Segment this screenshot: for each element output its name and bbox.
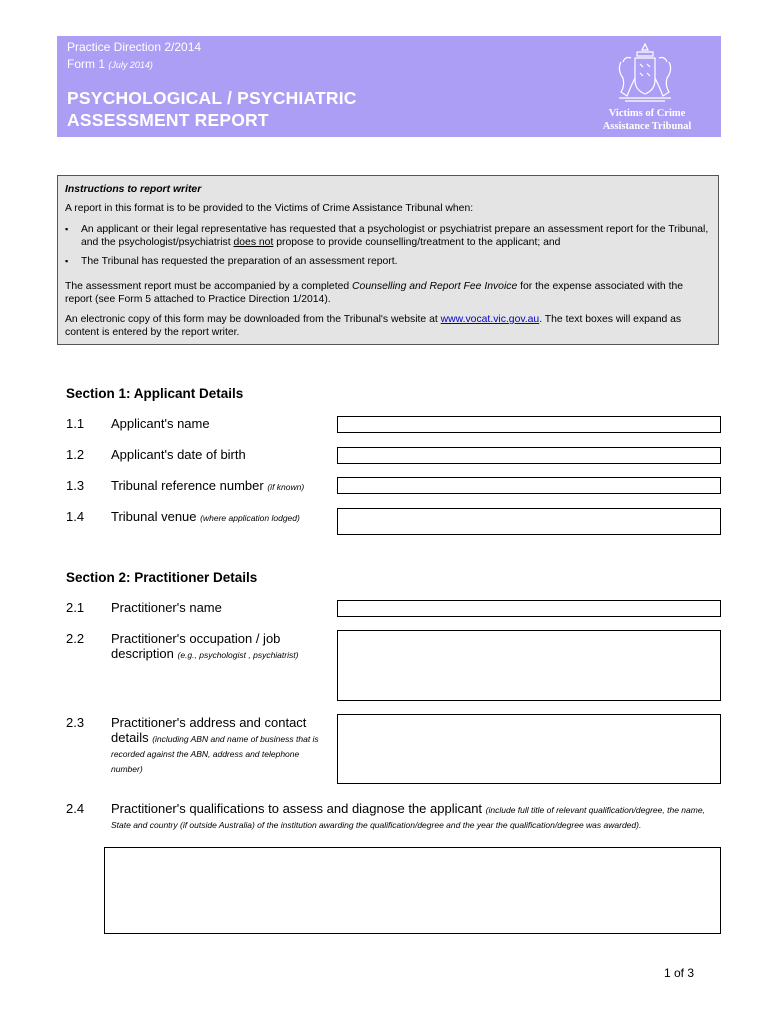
item-number: 1.1 [66, 416, 85, 431]
section2-title: Section 2: Practitioner Details [66, 570, 258, 585]
applicant-name-input[interactable] [337, 416, 721, 433]
practice-direction: Practice Direction 2/2014 [67, 40, 202, 54]
bullet-icon: ▪ [65, 224, 69, 234]
item-number: 2.3 [66, 715, 85, 730]
bullet-text-part: propose to provide counselling/treatment to the applicant; and [273, 237, 561, 248]
label-note: (e.g., psychologist , psychiatrist) [177, 650, 299, 660]
practitioner-qualifications-label [111, 801, 711, 831]
paragraph-text: The assessment report must be accompanied by a completed [65, 281, 353, 292]
label-text: Tribunal venue [111, 509, 197, 524]
instructions-title: Instructions to report writer [65, 184, 202, 195]
paragraph-text: . The text boxes will expand as content is entered by the report writer. [65, 314, 682, 338]
bullet-text [81, 223, 710, 249]
form-title-line2: ASSESSMENT REPORT [67, 110, 269, 130]
practitioner-qualifications-input[interactable] [104, 847, 721, 934]
practitioner-address-input[interactable] [337, 714, 721, 784]
practitioner-occupation-input[interactable] [337, 630, 721, 701]
applicant-dob-label: Applicant's date of birth [111, 447, 246, 462]
paragraph-text: for the expense associated with the report (see Form 5 attached to Practice Direction 1/2014). [65, 281, 684, 305]
form-header-banner [57, 36, 721, 137]
practitioner-name-label: Practitioner's name [111, 600, 222, 615]
tribunal-venue-label [111, 509, 311, 524]
practitioner-occupation-label [111, 631, 326, 661]
label-note: (if known) [267, 482, 305, 492]
item-number: 1.2 [66, 447, 85, 462]
label-note: (including ABN and name of business that is recorded against the ABN, address and telephone number) [111, 734, 319, 774]
tribunal-reference-label [111, 478, 304, 493]
tribunal-reference-input[interactable] [337, 477, 721, 494]
instructions-invoice-paragraph [65, 280, 710, 306]
page-number: 1 of 3 [664, 966, 695, 980]
bullet-text: The Tribunal has requested the preparation of an assessment report. [81, 256, 398, 267]
item-number: 1.3 [66, 478, 85, 493]
instructions-bullet [65, 223, 710, 249]
item-number: 1.4 [66, 509, 85, 524]
label-note: (where application lodged) [200, 513, 300, 523]
label-text: Tribunal reference number [111, 478, 264, 493]
tribunal-venue-input[interactable] [337, 508, 721, 535]
label-text: Practitioner's occupation / job description [111, 631, 281, 661]
tribunal-name-line1: Victims of Crime [608, 108, 686, 119]
form-title [67, 87, 357, 131]
coat-of-arms-icon [613, 40, 677, 106]
instructions-box [57, 175, 719, 345]
underlined-text: does not [233, 237, 274, 248]
practitioner-address-label [111, 715, 333, 775]
instructions-bullet [65, 255, 710, 268]
bullet-text-part: An applicant or their legal representative has requested that a psychologist or psychiatrist prepare an assessment report for the Tribunal, and the psychologist/psychiatrist [81, 224, 709, 248]
practitioner-name-input[interactable] [337, 600, 721, 617]
website-link[interactable]: www.vocat.vic.gov.au [440, 314, 540, 325]
form-title-line1: PSYCHOLOGICAL / PSYCHIATRIC [67, 88, 357, 108]
form-number-line [67, 57, 153, 71]
tribunal-name-line2: Assistance Tribunal [602, 121, 692, 132]
paragraph-text: An electronic copy of this form may be downloaded from the Tribunal's website at [65, 314, 441, 325]
invoice-name: Counselling and Report Fee Invoice [352, 281, 518, 292]
form-number: Form 1 [67, 57, 106, 71]
applicant-dob-input[interactable] [337, 447, 721, 464]
instructions-download-paragraph [65, 313, 710, 339]
tribunal-name [573, 107, 721, 133]
item-number: 2.2 [66, 631, 85, 646]
item-number: 2.1 [66, 600, 85, 615]
instructions-intro: A report in this format is to be provided to the Victims of Crime Assistance Tribunal when: [65, 203, 474, 214]
form-date: (July 2014) [108, 60, 153, 70]
applicant-name-label: Applicant's name [111, 416, 210, 431]
label-note: (include full title of relevant qualification/degree, the name, State and country (if outside Australia) of the institution awarding the qualification/degree and the year the qualification/degree was awarded). [111, 805, 705, 830]
bullet-icon: ▪ [65, 256, 69, 266]
label-text: Practitioner's address and contact details [111, 715, 307, 745]
item-number: 2.4 [66, 801, 85, 816]
label-text: Practitioner's qualifications to assess and diagnose the applicant [111, 801, 483, 816]
section1-title: Section 1: Applicant Details [66, 386, 244, 401]
